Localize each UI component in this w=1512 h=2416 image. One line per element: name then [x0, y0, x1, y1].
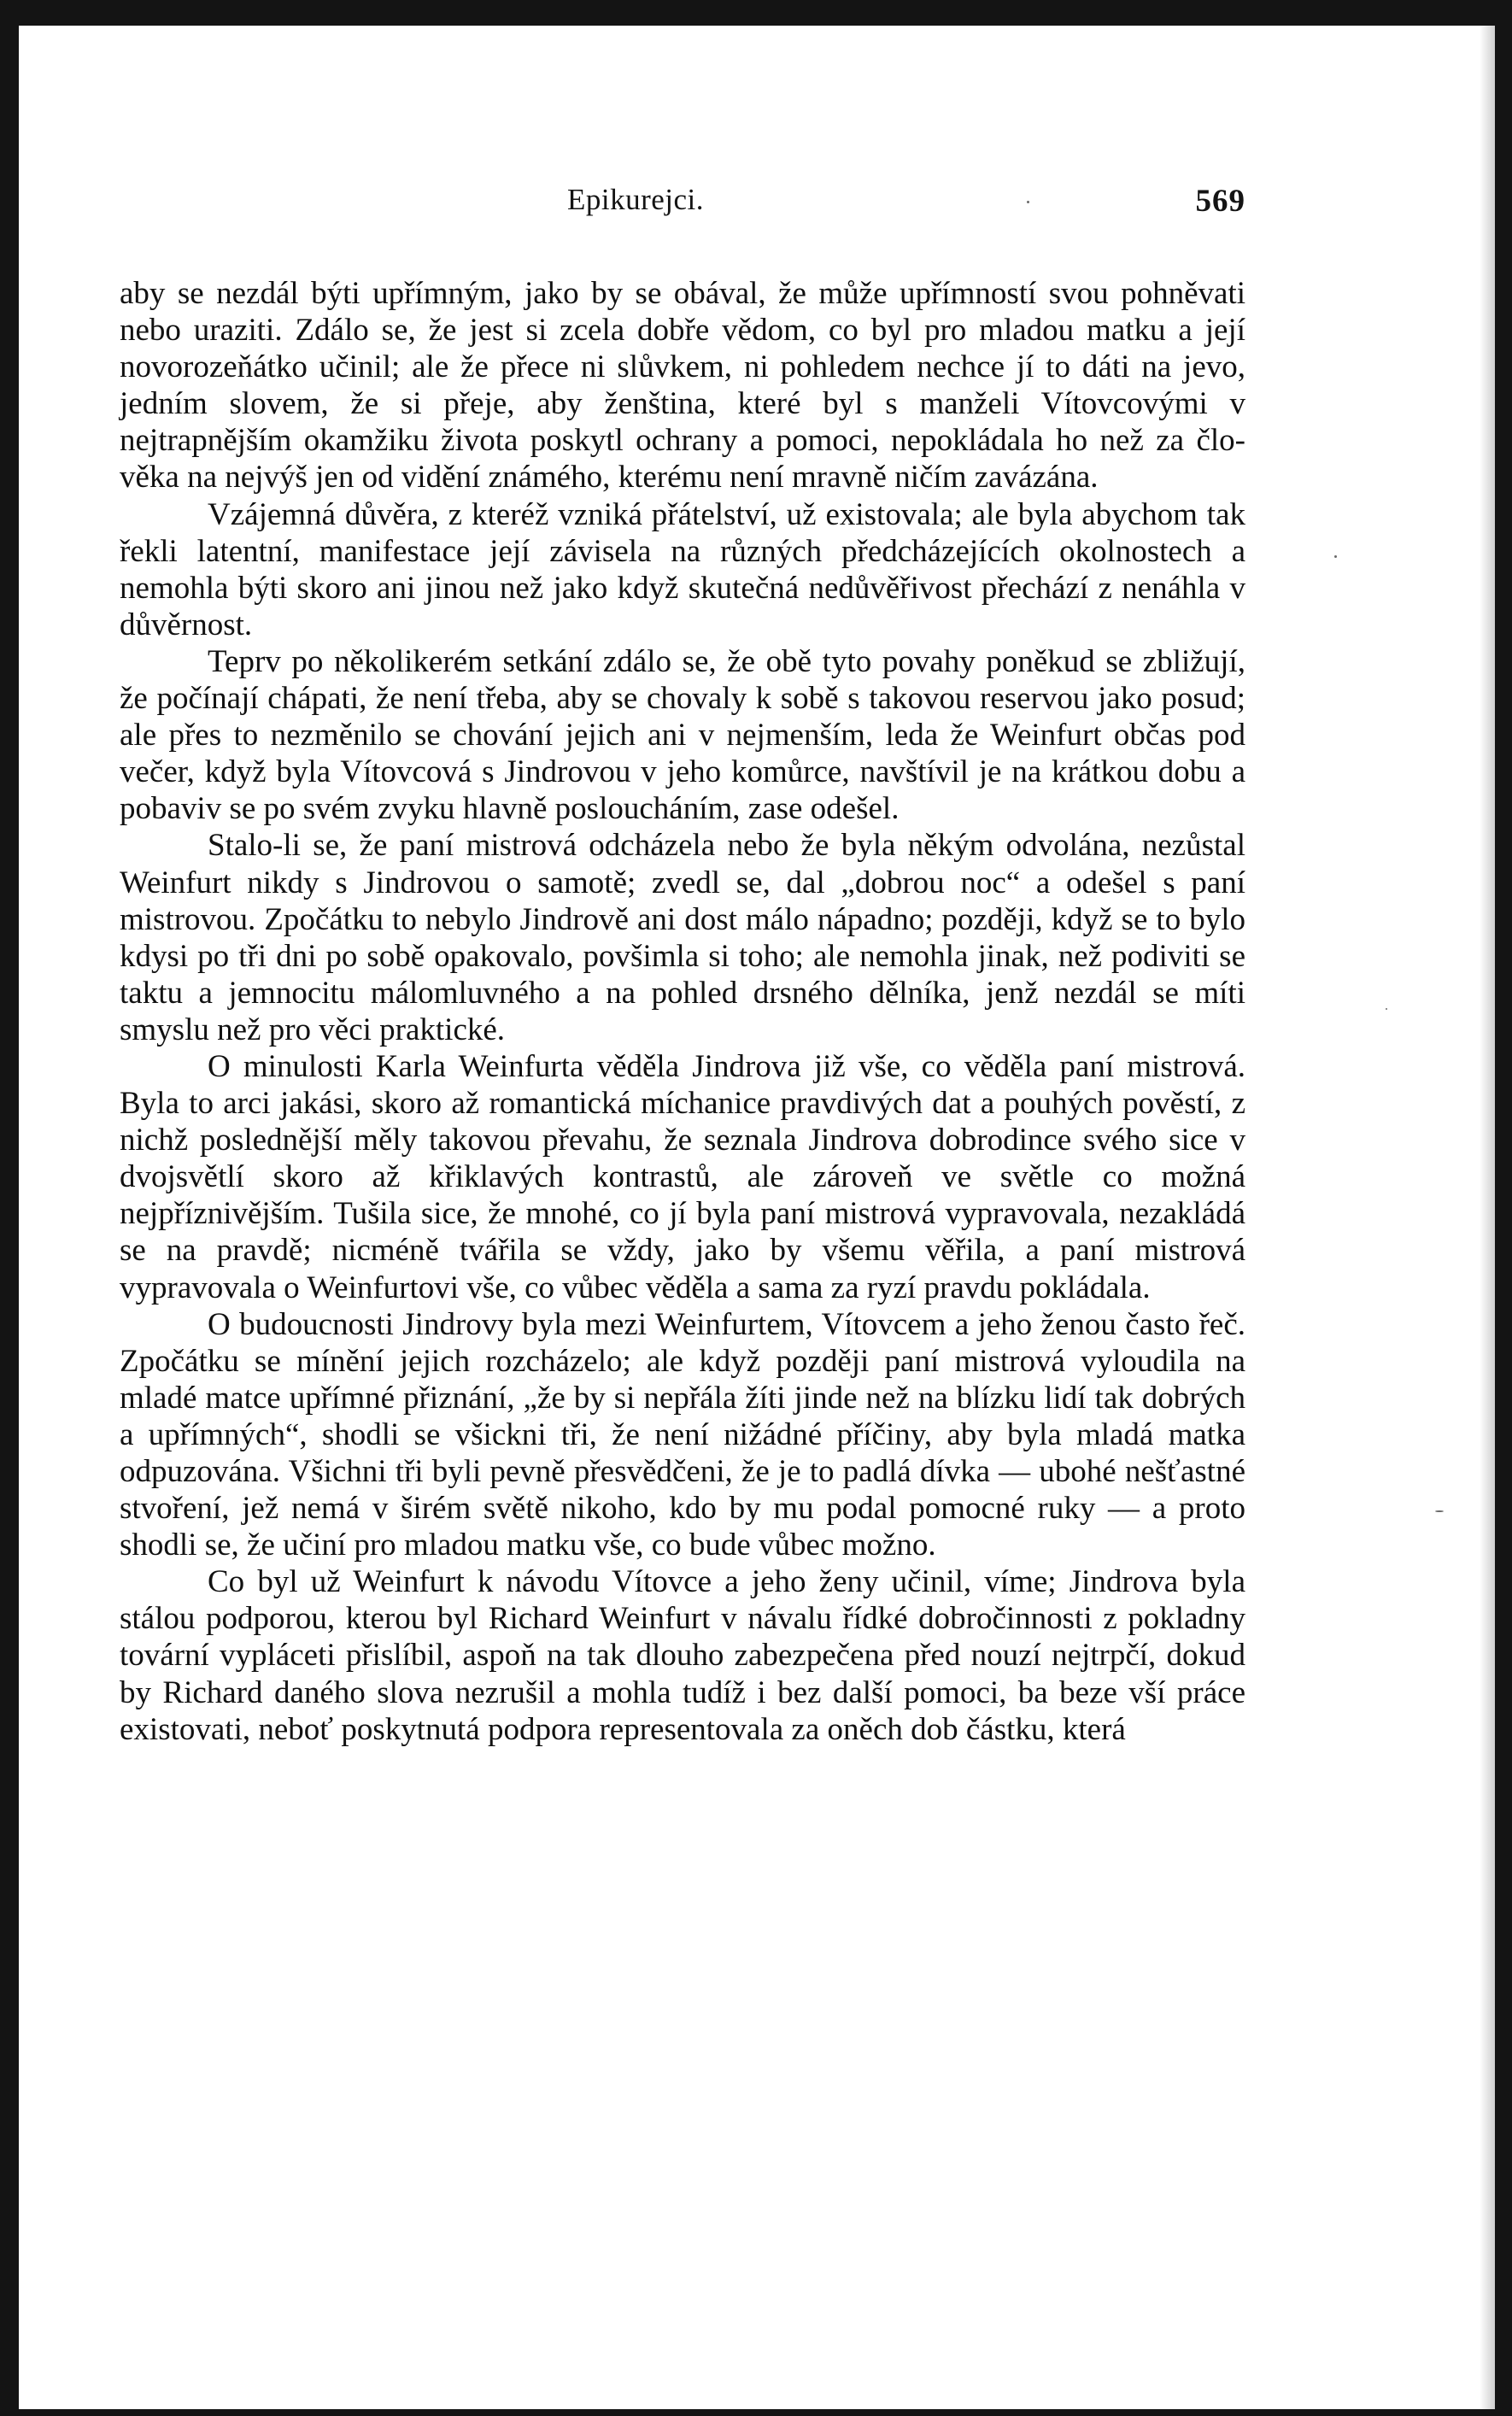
page-header	[120, 171, 1245, 226]
dust-speck	[1334, 555, 1337, 558]
body-text	[120, 275, 1245, 1748]
paragraph: O budoucnosti Jindrovy byla mezi Weinfurtem, Vítovcem a jeho ženou často řeč. Zpočátku se mínění jejich rozcházelo; ale když později paní mistrová vyloudila na mladé matce upřímné přiznání, „že by si nepřála žíti jinde než na blízku lidí tak dobrých a upřímných“, shodli se všickni tři, že není nižádné příčiny, aby byla mladá matka odpuzována. Všichni tři byli pevně přesvědčeni, že je to padlá dívka — ubohé nešťastné stvoření, jež nemá v širém světě nikoho, kdo by mu podal pomocné ruky — a proto shodli se, že učiní pro mladou matku vše, co bude vůbec možno.	[120, 1306, 1245, 1563]
paragraph: aby se nezdál býti upřímným, jako by se obával, že může upřímností svou pohněvati nebo uraziti. Zdálo se, že jest si zcela dobře vědom, co byl pro mladou matku a její novorozeňátko učinil; ale že přece ni slůvkem, ni pohledem nechce jí to dáti na jevo, jedním slovem, že si přeje, aby ženština, které byl s manželi Vítovcovými v nejtrapnějším okamžiku života poskytl ochrany a pomoci, nepokládala ho než za člověka na nejvýš jen od vidění známého, kterému není mravně ničím zavázána.	[120, 276, 1245, 496]
running-head: Epikurejci.	[567, 183, 705, 216]
paragraph: Co byl už Weinfurt k návodu Vítovce a jeho ženy učinil, víme; Jindrova byla stálou podporou, kterou byl Richard Weinfurt v návalu řídké dobročinnosti z pokladny tovární vypláceti přislíbil, aspoň na tak dlouho zabezpečena před nouzí nejtrpčí, dokud by Richard daného slova nezrušil a mohla tudíž i bez další pomoci, ba beze vší práce existovati, neboť poskytnutá podpora representovala za oněch dob částku, která	[120, 1564, 1245, 1747]
dust-speck	[1386, 1008, 1387, 1010]
page-edge-shadow	[1480, 26, 1495, 2409]
dust-speck	[1435, 1510, 1444, 1512]
paragraph: O minulosti Karla Weinfurta věděla Jindrova již vše, co věděla paní mistrová. Byla to arci jakási, skoro až romantická míchanice pravdivých dat a pouhých pověstí, z nichž poslednější měly takovou převahu, že seznala Jindrova dobrodince svého sice v dvojsvětlí skoro až křiklavých kontrastů, ale zároveň ve světle co možná nejpříznivějším. Tušila sice, že mnohé, co jí byla paní mistrová vypravovala, nezakládá se na pravdě; nicméně tvářila se vždy, jako by všemu věřila, a paní mistrová vypravovala o Weinfurtovi vše, co vůbec věděla a sama za ryzí pravdu pokládala.	[120, 1048, 1245, 1305]
paragraph: Teprv po několikerém setkání zdálo se, že obě tyto povahy poněkud se zbližují, že počínají chápati, že není třeba, aby se chovaly k sobě s takovou reservou jako posud; ale přes to nezměnilo se chování jejich ani v nejmenším, leda že Weinfurt občas pod večer, když byla Vítovcová s Jindrovou v jeho komůrce, navštívil je na krátkou dobu a pobaviv se po svém zvyku hlavně posloucháním, zase odešel.	[120, 643, 1245, 827]
paragraph: Stalo-li se, že paní mistrová odcházela nebo že byla někým odvolána, nezůstal Weinfurt nikdy s Jindrovou o samotě; zvedl se, dal „dobrou noc“ a odešel s paní mistrovou. Zpočátku to nebylo Jindrově ani dost málo nápadno; později, když se to bylo kdysi po tři dni po sobě opakovalo, povšimla si toho; ale nemohla jinak, než podiviti se taktu a jemnocitu málomluvného a na pohled drsného dělníka, jenž nezdál se míti smyslu než pro věci praktické.	[120, 828, 1245, 1047]
page-number: 569	[1195, 184, 1245, 219]
paragraph: Vzájemná důvěra, z kteréž vzniká přátelství, už existovala; ale byla abychom tak řekli latentní, manifestace její závisela na různých předcházejících okolnostech a nemohla býti skoro ani jinou než jako když skutečná nedůvěřivost přechází z nenáhla v důvěrnost.	[120, 496, 1245, 642]
